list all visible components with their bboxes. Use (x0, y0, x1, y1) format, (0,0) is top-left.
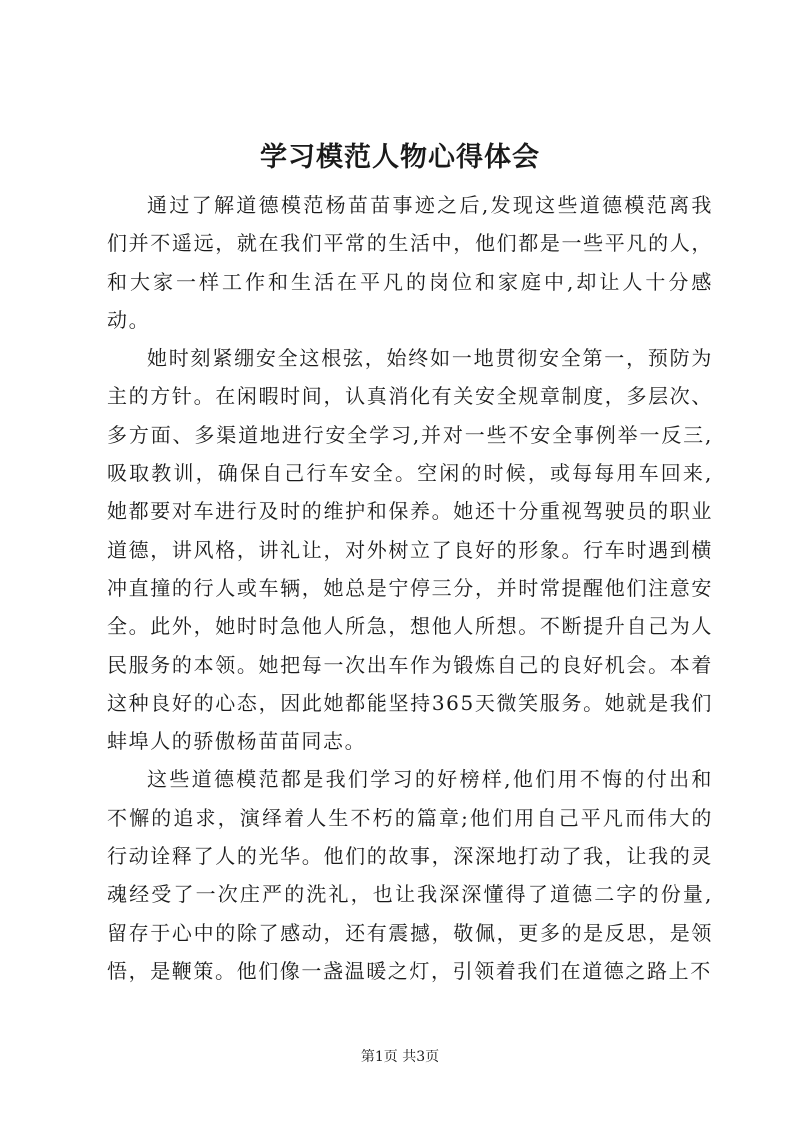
paragraph-3: 这些道德模范都是我们学习的好榜样,他们用不悔的付出和不懈的追求，演绎着人生不朽的篇章;他们用自己平凡而伟大的行动诠释了人的光华。他们的故事，深深地打动了我，让我的灵魂经受了一次庄严的洗礼，也让我深深懂得了道德二字的份量,留存于心中的除了感动，还有震撼，敬佩，更多的是反思，是领悟，是鞭策。他们像一盏温暖之灯，引领着我们在道德之路上不 (107, 767, 713, 983)
document-body (107, 186, 713, 990)
paragraph-2: 她时刻紧绷安全这根弦，始终如一地贯彻安全第一，预防为主的方针。在闲暇时间，认真消化有关安全规章制度，多层次、多方面、多渠道地进行安全学习,并对一些不安全事例举一反三,吸取教训，确保自己行车安全。空闲的时候，或每每用车回来,她都要对车进行及时的维护和保养。她还十分重视驾驶员的职业道德，讲风格，讲礼让，对外树立了良好的形象。行车时遇到横冲直撞的行人或车辆，她总是宁停三分，并时常提醒他们注意安全。此外，她时时急他人所急，想他人所想。不断提升自己为人民服务的本领。她把每一次出车作为锻炼自己的良好机会。本着这种良好的心态，因此她都能坚持365天微笑服务。她就是我们蚌埠人的骄傲杨苗苗同志。 (107, 346, 713, 754)
paragraph-1: 通过了解道德模范杨苗苗事迹之后,发现这些道德模范离我们并不遥远，就在我们平常的生活中，他们都是一些平凡的人，和大家一样工作和生活在平凡的岗位和家庭中,却让人十分感动。 (107, 193, 713, 332)
document-title: 学习模范人物心得体会 (260, 142, 540, 173)
page-footer: 第1页 共3页 (360, 1049, 440, 1065)
